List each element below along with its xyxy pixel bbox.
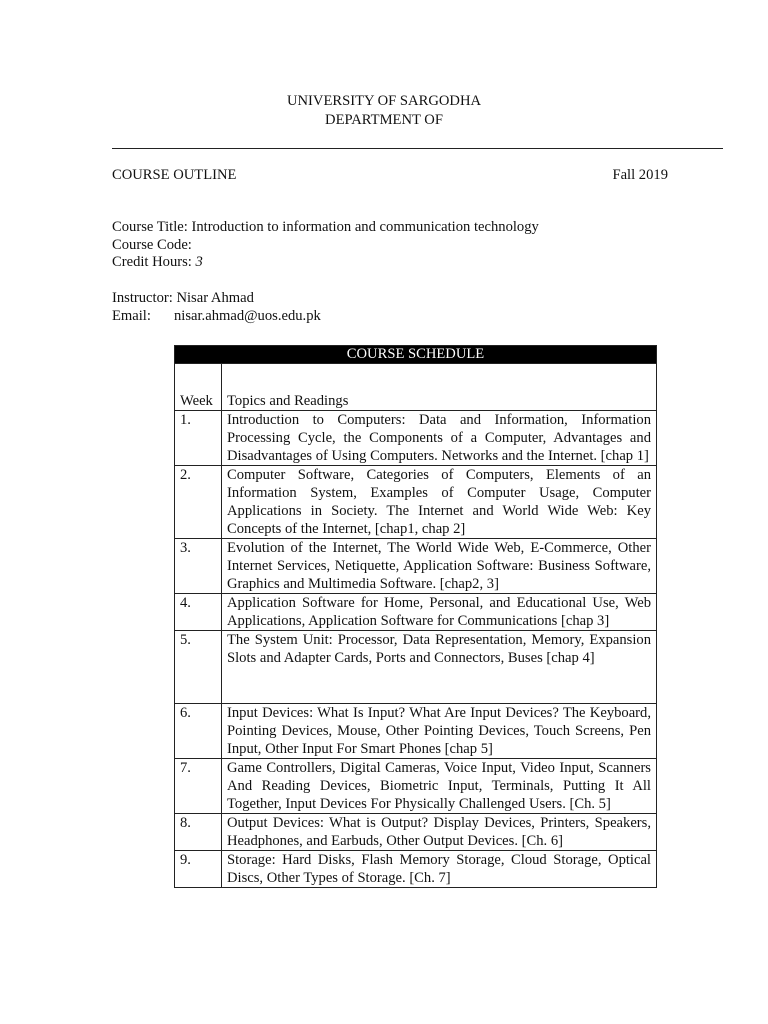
week-number: 1. xyxy=(175,411,222,466)
credit-hours-line xyxy=(112,254,539,272)
course-title-line xyxy=(112,219,539,237)
instructor-name: Nisar Ahmad xyxy=(176,290,254,306)
table-row xyxy=(175,631,657,704)
email-value: nisar.ahmad@uos.edu.pk xyxy=(174,307,321,324)
course-title-label: Course Title: xyxy=(112,219,188,235)
instructor-line xyxy=(112,290,321,308)
header-divider xyxy=(112,148,723,149)
week-column-header: Week xyxy=(175,364,222,411)
week-topics: Input Devices: What Is Input? What Are Input Devices? The Keyboard, Pointing Devices, Mouse, Other Pointing Devices, Touch Screens, Pen Input, Other Input For Smart Phones [chap 5] xyxy=(222,704,657,759)
schedule-title: COURSE SCHEDULE xyxy=(175,346,657,364)
table-row xyxy=(175,594,657,631)
table-row xyxy=(175,466,657,539)
email-label: Email: xyxy=(112,307,151,324)
course-info xyxy=(112,219,539,272)
university-name: UNIVERSITY OF SARGODHA xyxy=(286,93,482,109)
week-number: 2. xyxy=(175,466,222,539)
week-number: 6. xyxy=(175,704,222,759)
week-number: 5. xyxy=(175,631,222,704)
week-number: 3. xyxy=(175,539,222,594)
outline-label: COURSE OUTLINE xyxy=(112,167,237,183)
table-row xyxy=(175,539,657,594)
week-number: 7. xyxy=(175,759,222,814)
table-row xyxy=(175,704,657,759)
instructor-label: Instructor: xyxy=(112,290,173,306)
week-topics: Output Devices: What is Output? Display Devices, Printers, Speakers, Headphones, and Earbuds, Other Output Devices. [Ch. 6] xyxy=(222,814,657,851)
schedule-header-row xyxy=(175,364,657,411)
outline-row xyxy=(112,166,668,185)
week-topics: The System Unit: Processor, Data Representation, Memory, Expansion Slots and Adapter Cards, Ports and Connectors, Buses [chap 4] xyxy=(222,631,657,704)
term-label: Fall 2019 xyxy=(612,167,668,183)
table-row xyxy=(175,814,657,851)
table-row xyxy=(175,851,657,888)
week-topics: Application Software for Home, Personal, and Educational Use, Web Applications, Application Software for Communications [chap 3] xyxy=(222,594,657,631)
week-topics: Evolution of the Internet, The World Wide Web, E-Commerce, Other Internet Services, Netiquette, Application Software: Business Software, Graphics and Multimedia Software. [chap2, 3] xyxy=(222,539,657,594)
week-topics: Game Controllers, Digital Cameras, Voice Input, Video Input, Scanners And Reading Devices, Biometric Input, Terminals, Putting It All Together, Input Devices For Physically Challenged Users. [Ch. 5] xyxy=(222,759,657,814)
course-title-value: Introduction to information and communication technology xyxy=(191,219,539,235)
week-topics: Storage: Hard Disks, Flash Memory Storage, Cloud Storage, Optical Discs, Other Types of Storage. [Ch. 7] xyxy=(222,851,657,888)
topics-column-header: Topics and Readings xyxy=(222,364,657,411)
instructor-info xyxy=(112,290,321,325)
table-row xyxy=(175,411,657,466)
email-line xyxy=(112,308,321,326)
credit-hours-label: Credit Hours: xyxy=(112,254,192,271)
week-topics: Computer Software, Categories of Computers, Elements of an Information System, Examples of Computer Usage, Computer Applications in Society. The Internet and World Wide Web: Key Concepts of the Internet, [chap1, chap 2] xyxy=(222,466,657,539)
course-code-label: Course Code: xyxy=(112,236,192,253)
department-name: DEPARTMENT OF xyxy=(325,112,443,128)
schedule-title-row xyxy=(175,346,657,364)
week-number: 4. xyxy=(175,594,222,631)
course-schedule-table xyxy=(174,345,657,888)
document-header xyxy=(0,92,768,130)
week-number: 8. xyxy=(175,814,222,851)
week-topics: Introduction to Computers: Data and Information, Information Processing Cycle, the Components of a Computer, Advantages and Disadvantages of Using Computers. Networks and the Internet. [chap 1] xyxy=(222,411,657,466)
course-code-line xyxy=(112,237,539,255)
week-number: 9. xyxy=(175,851,222,888)
table-row xyxy=(175,759,657,814)
credit-hours-value: 3 xyxy=(195,254,203,271)
